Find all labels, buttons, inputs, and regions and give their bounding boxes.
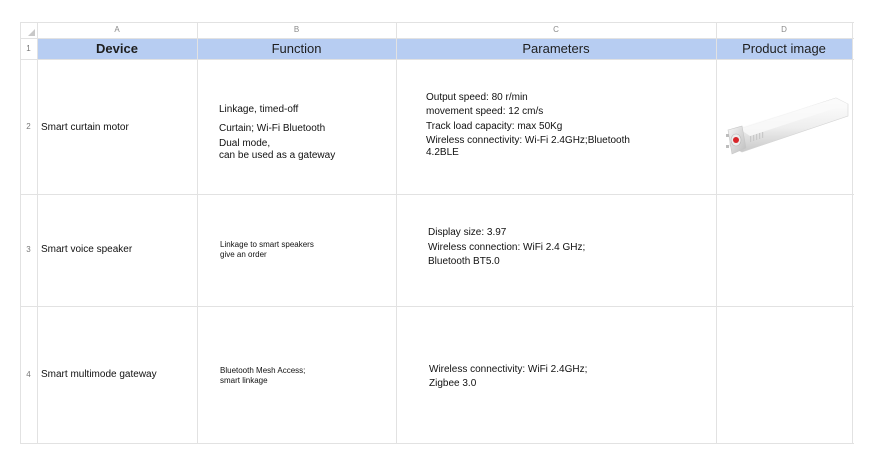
cell-function-row4[interactable] bbox=[220, 366, 305, 386]
function-line: Curtain; Wi-Fi Bluetooth bbox=[219, 123, 326, 134]
parameter-line: Output speed: 80 r/min bbox=[426, 92, 528, 103]
function-line: Dual mode, bbox=[219, 138, 271, 149]
parameter-line: movement speed: 12 cm/s bbox=[426, 106, 544, 117]
cell-function-row2[interactable] bbox=[219, 103, 335, 162]
function-line: can be used as a gateway bbox=[219, 150, 336, 161]
row-header-1[interactable]: 1 bbox=[26, 44, 31, 53]
column-header-c[interactable]: C bbox=[553, 25, 559, 34]
header-parameters[interactable]: Parameters bbox=[522, 41, 590, 56]
column-header-d[interactable]: D bbox=[781, 25, 787, 34]
header-product-image[interactable]: Product image bbox=[742, 41, 826, 56]
cell-function-row3[interactable] bbox=[220, 240, 314, 260]
parameter-line: Wireless connectivity: Wi-Fi 2.4GHz;Bluetooth bbox=[426, 135, 630, 146]
column-header-a[interactable]: A bbox=[114, 25, 120, 34]
function-line: Bluetooth Mesh Access; bbox=[220, 366, 306, 375]
select-all-corner[interactable] bbox=[20, 22, 37, 38]
parameter-line: Bluetooth BT5.0 bbox=[428, 256, 500, 267]
curtain-motor-icon[interactable] bbox=[720, 90, 852, 176]
parameter-line: Track load capacity: max 50Kg bbox=[426, 121, 563, 132]
column-header-b[interactable]: B bbox=[293, 25, 300, 34]
header-device[interactable]: Device bbox=[96, 41, 138, 56]
spreadsheet bbox=[20, 22, 854, 444]
header-function[interactable]: Function bbox=[271, 41, 322, 56]
cell-device-row3[interactable]: Smart voice speaker bbox=[41, 244, 133, 255]
row-header-2[interactable]: 2 bbox=[26, 122, 31, 131]
function-line: smart linkage bbox=[220, 376, 268, 385]
cell-parameters-row3[interactable] bbox=[428, 226, 585, 269]
function-line: Linkage to smart speakers bbox=[220, 240, 314, 249]
function-line: give an order bbox=[220, 250, 267, 259]
row-header-3[interactable]: 3 bbox=[26, 245, 31, 254]
parameter-line: 4.2BLE bbox=[426, 147, 459, 158]
parameter-line: Wireless connection: WiFi 2.4 GHz; bbox=[428, 242, 586, 253]
cell-parameters-row2[interactable] bbox=[426, 91, 630, 159]
function-line: Linkage, timed-off bbox=[219, 104, 299, 115]
cell-device-row4[interactable]: Smart multimode gateway bbox=[41, 369, 157, 380]
parameter-line: Display size: 3.97 bbox=[428, 227, 507, 238]
parameter-line: Zigbee 3.0 bbox=[429, 378, 477, 389]
row-header-4[interactable]: 4 bbox=[26, 370, 31, 379]
cell-parameters-row4[interactable] bbox=[429, 363, 587, 391]
parameter-line: Wireless connectivity: WiFi 2.4GHz; bbox=[429, 364, 588, 375]
cell-device-row2[interactable]: Smart curtain motor bbox=[41, 122, 129, 133]
